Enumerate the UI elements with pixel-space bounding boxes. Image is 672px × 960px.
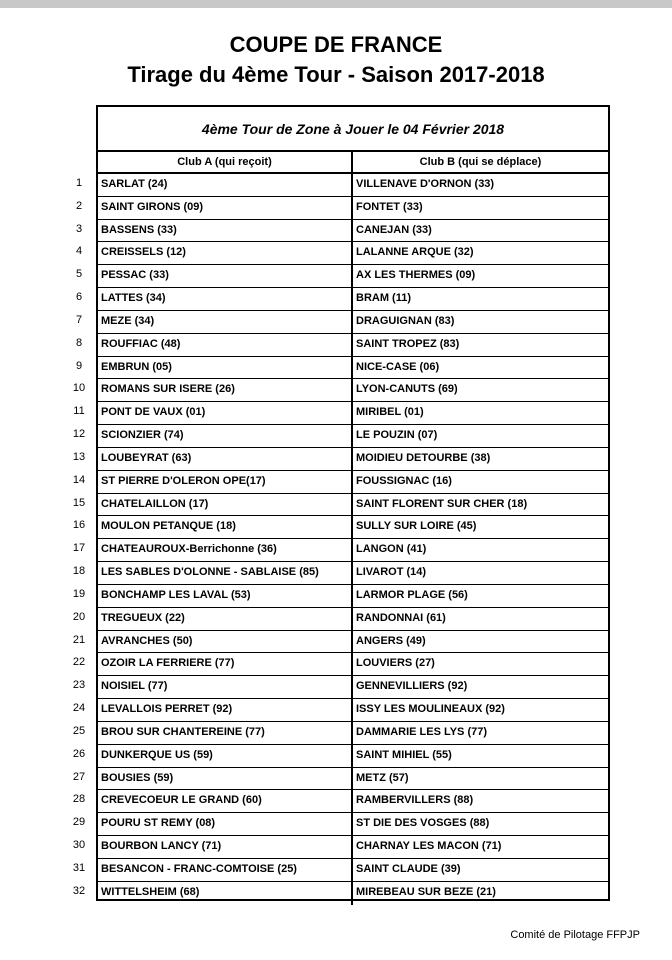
- table-row: [98, 631, 608, 654]
- table-row: [98, 471, 608, 494]
- table-row: [98, 197, 608, 220]
- row-number: 15: [72, 496, 86, 509]
- club-b-cell: ISSY LES MOULINEAUX (92): [356, 703, 505, 716]
- draw-table: [96, 105, 610, 901]
- club-b-cell: AX LES THERMES (09): [356, 269, 476, 282]
- top-gray-bar: [0, 0, 672, 8]
- row-number: 24: [72, 702, 86, 715]
- table-row: [98, 790, 608, 813]
- club-a-cell: MOULON PETANQUE (18): [98, 516, 353, 538]
- table-row: [98, 699, 608, 722]
- row-number: 7: [75, 313, 83, 326]
- club-b-cell: LE POUZIN (07): [356, 429, 438, 442]
- table-row: [98, 836, 608, 859]
- row-number: 8: [75, 336, 83, 349]
- club-a-cell: LEVALLOIS PERRET (92): [98, 699, 353, 721]
- row-number: 10: [72, 382, 86, 395]
- club-a-cell: TREGUEUX (22): [98, 608, 353, 630]
- club-a-cell: CREISSELS (12): [98, 242, 353, 264]
- table-row: [98, 562, 608, 585]
- table-row: [98, 379, 608, 402]
- table-row: [98, 585, 608, 608]
- row-number: 9: [75, 359, 83, 372]
- club-a-cell: CREVECOEUR LE GRAND (60): [98, 790, 353, 812]
- row-number: 4: [75, 245, 83, 258]
- club-a-cell: CHATELAILLON (17): [98, 494, 353, 516]
- row-number: 16: [72, 519, 86, 532]
- page-subtitle: Tirage du 4ème Tour - Saison 2017-2018: [127, 62, 545, 87]
- club-a-cell: WITTELSHEIM (68): [98, 882, 353, 905]
- club-a-cell: BONCHAMP LES LAVAL (53): [98, 585, 353, 607]
- club-b-cell: SULLY SUR LOIRE (45): [356, 520, 477, 533]
- zone-title: 4ème Tour de Zone à Jouer le 04 Février 2018: [98, 107, 608, 152]
- row-number: 5: [75, 268, 83, 281]
- club-a-cell: OZOIR LA FERRIERE (77): [98, 653, 353, 675]
- club-b-cell: LARMOR PLAGE (56): [356, 588, 468, 601]
- club-b-cell: VILLENAVE D'ORNON (33): [356, 178, 495, 190]
- club-a-cell: DUNKERQUE US (59): [98, 745, 353, 767]
- row-number: 28: [72, 793, 86, 806]
- club-a-cell: PONT DE VAUX (01): [98, 402, 353, 424]
- table-row: [98, 265, 608, 288]
- row-number: 21: [72, 633, 86, 646]
- table-row: [98, 859, 608, 882]
- table-row: [98, 539, 608, 562]
- table-row: [98, 882, 608, 905]
- table-row: [98, 676, 608, 699]
- club-b-cell: LANGON (41): [356, 543, 427, 556]
- footer-credit: Comité de Pilotage FFPJP: [510, 929, 640, 941]
- table-row: [98, 334, 608, 357]
- club-b-cell: CANEJAN (33): [356, 223, 432, 236]
- table-row: [98, 813, 608, 836]
- row-number: 20: [72, 610, 86, 623]
- table-row: [98, 311, 608, 334]
- club-b-cell: MIREBEAU SUR BEZE (21): [356, 885, 496, 898]
- club-a-cell: POURU ST REMY (08): [98, 813, 353, 835]
- club-b-cell: DAMMARIE LES LYS (77): [356, 725, 488, 738]
- table-row: [98, 768, 608, 791]
- row-number: 3: [75, 222, 83, 235]
- club-b-cell: RANDONNAI (61): [356, 611, 446, 624]
- table-row: [98, 608, 608, 631]
- table-row: [98, 242, 608, 265]
- row-number: 17: [72, 542, 86, 555]
- row-number: 29: [72, 816, 86, 829]
- table-body: [98, 174, 608, 905]
- col-header-club-a: Club A (qui reçoit): [98, 152, 353, 172]
- club-b-cell: RAMBERVILLERS (88): [356, 794, 474, 807]
- club-b-cell: LIVAROT (14): [356, 566, 427, 579]
- table-row: [98, 357, 608, 380]
- row-number-column: [66, 172, 92, 903]
- club-a-cell: LOUBEYRAT (63): [98, 448, 353, 470]
- row-number: 23: [72, 679, 86, 692]
- row-number: 14: [72, 473, 86, 486]
- row-number: 30: [72, 839, 86, 852]
- row-number: 32: [72, 884, 86, 897]
- club-a-cell: ST PIERRE D'OLERON OPE(17): [98, 471, 353, 493]
- club-b-cell: GENNEVILLIERS (92): [356, 680, 468, 693]
- club-a-cell: SCIONZIER (74): [98, 425, 353, 447]
- club-b-cell: LALANNE ARQUE (32): [356, 246, 474, 259]
- table-header: [98, 152, 608, 174]
- table-row: [98, 402, 608, 425]
- club-b-cell: SAINT CLAUDE (39): [356, 862, 461, 875]
- club-b-cell: BRAM (11): [356, 292, 412, 305]
- col-header-club-b: Club B (qui se déplace): [419, 156, 542, 168]
- row-number: 6: [75, 291, 83, 304]
- club-b-cell: CHARNAY LES MACON (71): [356, 840, 502, 853]
- club-a-cell: NOISIEL (77): [98, 676, 353, 698]
- club-a-cell: BESANCON - FRANC-COMTOISE (25): [98, 859, 353, 881]
- club-a-cell: LATTES (34): [98, 288, 353, 310]
- club-a-cell: BASSENS (33): [98, 220, 353, 242]
- table-row: [98, 425, 608, 448]
- club-b-cell: MOIDIEU DETOURBE (38): [356, 451, 491, 464]
- row-number: 2: [75, 199, 83, 212]
- club-b-cell: MIRIBEL (01): [356, 406, 424, 419]
- club-b-cell: FOUSSIGNAC (16): [356, 474, 452, 487]
- club-b-cell: LYON-CANUTS (69): [356, 383, 458, 396]
- club-a-cell: MEZE (34): [98, 311, 353, 333]
- row-number: 22: [72, 656, 86, 669]
- club-b-cell: SAINT TROPEZ (83): [356, 337, 460, 350]
- club-b-cell: METZ (57): [356, 771, 409, 784]
- table-row: [98, 174, 608, 197]
- table-row: [98, 288, 608, 311]
- club-a-cell: CHATEAUROUX-Berrichonne (36): [98, 539, 353, 561]
- club-b-cell: LOUVIERS (27): [356, 657, 435, 670]
- table-row: [98, 653, 608, 676]
- club-a-cell: ROMANS SUR ISERE (26): [98, 379, 353, 401]
- row-number: 1: [75, 177, 83, 189]
- table-row: [98, 220, 608, 243]
- row-number: 31: [72, 861, 86, 874]
- club-a-cell: SAINT GIRONS (09): [98, 197, 353, 219]
- club-a-cell: PESSAC (33): [98, 265, 353, 287]
- club-a-cell: BROU SUR CHANTEREINE (77): [98, 722, 353, 744]
- club-b-cell: FONTET (33): [356, 200, 423, 213]
- table-row: [98, 494, 608, 517]
- row-number: 12: [72, 428, 86, 441]
- row-number: 19: [72, 587, 86, 600]
- row-number: 27: [72, 770, 86, 783]
- table-row: [98, 722, 608, 745]
- club-b-cell: SAINT FLORENT SUR CHER (18): [356, 497, 528, 510]
- row-number: 18: [72, 565, 86, 578]
- table-row: [98, 448, 608, 471]
- club-b-cell: ANGERS (49): [356, 634, 426, 647]
- row-number: 11: [73, 405, 85, 418]
- club-a-cell: BOUSIES (59): [98, 768, 353, 790]
- club-b-cell: DRAGUIGNAN (83): [356, 314, 455, 327]
- club-a-cell: ROUFFIAC (48): [98, 334, 353, 356]
- table-row: [98, 516, 608, 539]
- club-a-cell: AVRANCHES (50): [98, 631, 353, 653]
- club-a-cell: SARLAT (24): [98, 174, 353, 196]
- table-row: [98, 745, 608, 768]
- row-number: 13: [72, 450, 86, 463]
- club-a-cell: BOURBON LANCY (71): [98, 836, 353, 858]
- club-b-cell: SAINT MIHIEL (55): [356, 748, 452, 761]
- page-title: COUPE DE FRANCE: [229, 32, 443, 57]
- club-a-cell: LES SABLES D'OLONNE - SABLAISE (85): [98, 562, 353, 584]
- club-b-cell: NICE-CASE (06): [356, 360, 440, 373]
- club-a-cell: EMBRUN (05): [98, 357, 353, 379]
- row-number: 26: [72, 747, 86, 760]
- row-number: 25: [72, 724, 86, 737]
- club-b-cell: ST DIE DES VOSGES (88): [356, 817, 490, 830]
